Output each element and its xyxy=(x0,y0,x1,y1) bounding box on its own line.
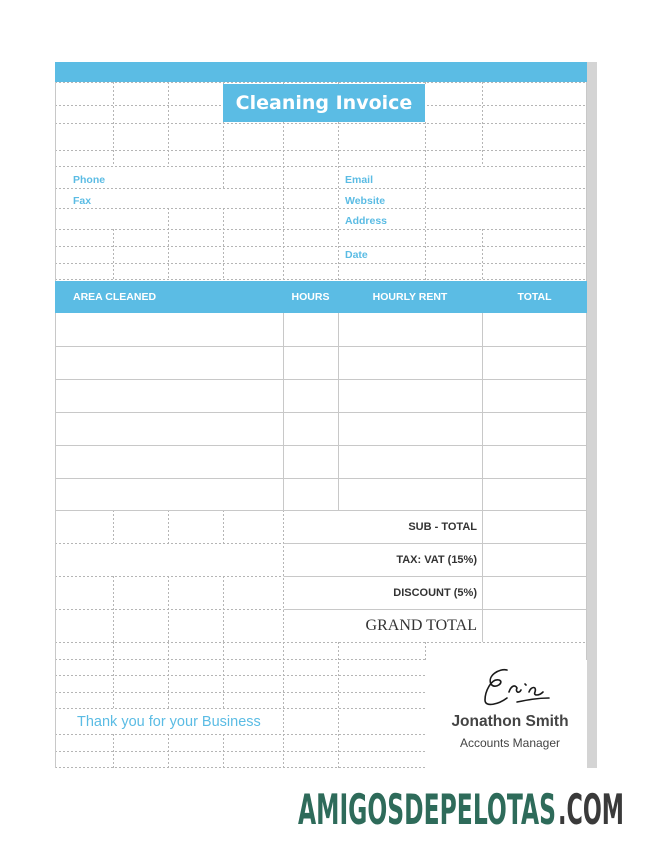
website-label: Website xyxy=(345,195,386,207)
table-row[interactable] xyxy=(55,445,587,478)
items-table-header xyxy=(55,281,587,313)
table-row[interactable] xyxy=(55,346,587,379)
email-label: Email xyxy=(345,174,374,186)
accent-top-bar xyxy=(55,62,587,82)
table-row[interactable] xyxy=(55,412,587,445)
invoice-sheet xyxy=(55,62,587,768)
header-area-cleaned: AREA CLEANED xyxy=(73,291,157,303)
signer-role: Accounts Manager xyxy=(459,736,561,750)
table-row[interactable] xyxy=(55,313,587,346)
watermark-main-text: AMIGOSDEPELOTAS xyxy=(298,785,556,832)
table-row[interactable] xyxy=(55,478,587,510)
tax-label: TAX: VAT (15%) xyxy=(396,554,477,566)
header-total: TOTAL xyxy=(517,291,552,303)
thank-you-note: Thank you for your Business xyxy=(77,714,261,730)
grand-total-label: GRAND TOTAL xyxy=(365,617,477,634)
signature-image xyxy=(477,662,567,712)
vertical-scrollbar[interactable] xyxy=(587,62,597,768)
date-label: Date xyxy=(345,249,368,261)
watermark-logo xyxy=(298,782,628,832)
header-hours: HOURS xyxy=(291,291,330,303)
signer-name: Jonathon Smith xyxy=(451,713,569,730)
table-row[interactable] xyxy=(55,379,587,412)
header-hourly-rent: HOURLY RENT xyxy=(372,291,448,303)
watermark-tld-text: .COM xyxy=(558,785,624,832)
subtotal-label: SUB - TOTAL xyxy=(408,521,477,533)
phone-label: Phone xyxy=(73,174,106,186)
address-label: Address xyxy=(345,215,388,227)
discount-label: DISCOUNT (5%) xyxy=(393,587,477,599)
fax-label: Fax xyxy=(73,195,92,207)
invoice-title: Cleaning Invoice xyxy=(223,84,425,122)
